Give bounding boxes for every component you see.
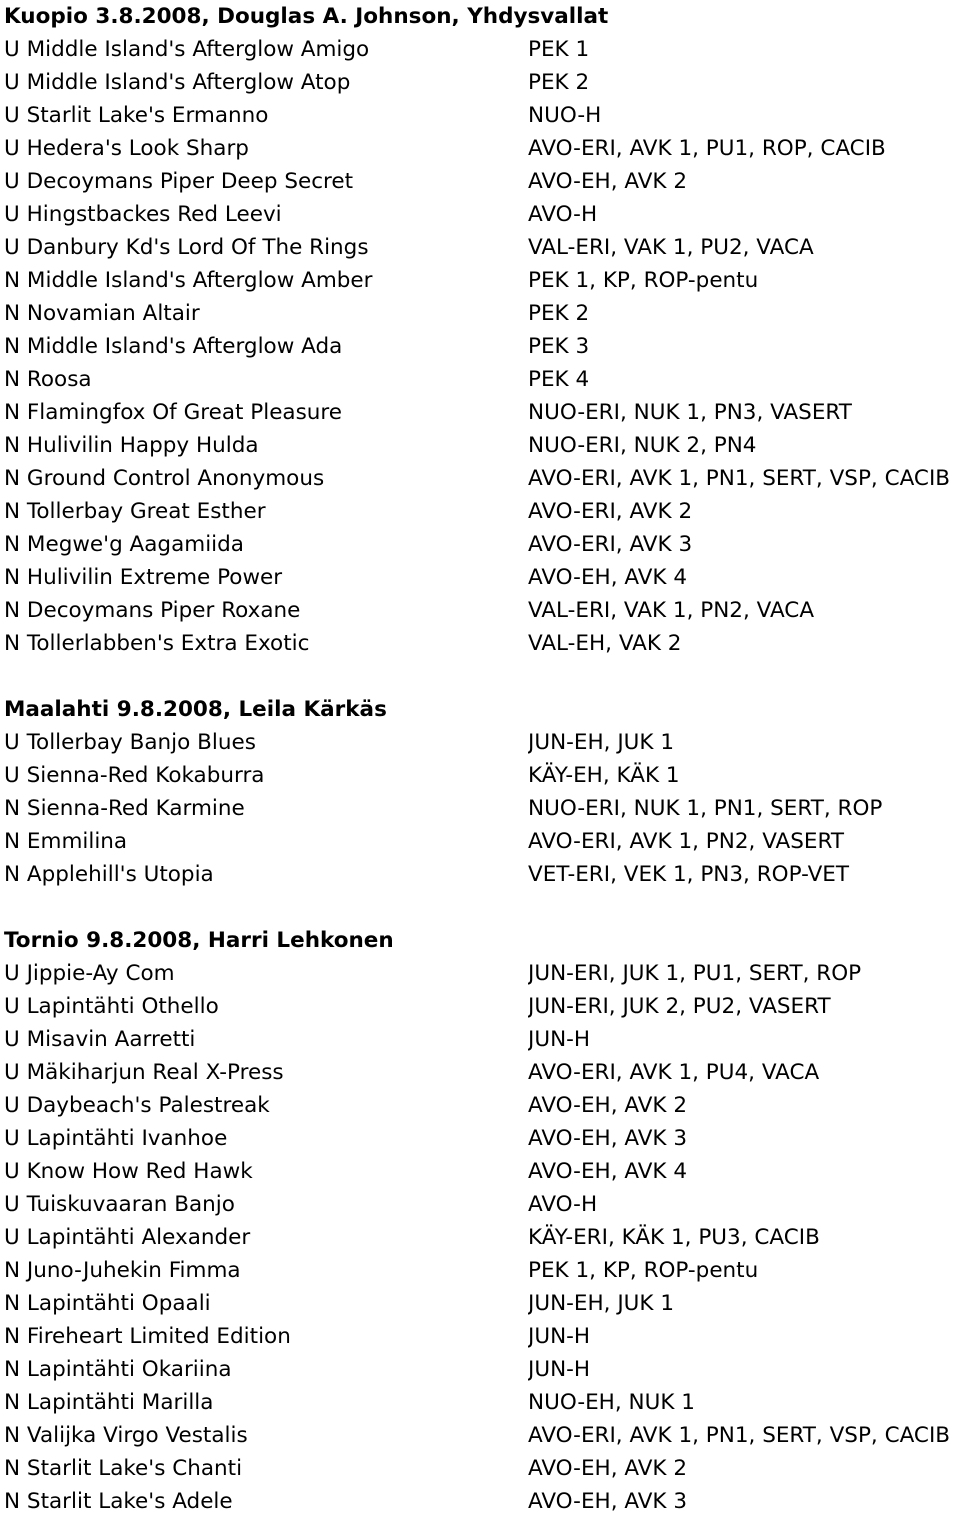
dog-result: JUN-ERI, JUK 1, PU1, SERT, ROP <box>528 961 862 986</box>
dog-result: AVO-H <box>528 1192 598 1217</box>
dog-result: NUO-EH, NUK 1 <box>528 1390 695 1415</box>
dog-name: U Daybeach's Palestreak <box>4 1093 270 1118</box>
dog-result: VAL-ERI, VAK 1, PU2, VACA <box>528 235 814 260</box>
result-row <box>0 990 960 1023</box>
dog-result: JUN-EH, JUK 1 <box>528 1291 675 1316</box>
dog-name: U Misavin Aarretti <box>4 1027 196 1052</box>
dog-result: NUO-ERI, NUK 2, PN4 <box>528 433 757 458</box>
result-row <box>0 1419 960 1452</box>
result-row <box>0 330 960 363</box>
dog-name: N Roosa <box>4 367 92 392</box>
result-row <box>0 1386 960 1419</box>
result-row <box>0 462 960 495</box>
dog-name: U Lapintähti Ivanhoe <box>4 1126 228 1151</box>
result-row <box>0 858 960 891</box>
section-spacer <box>0 891 960 924</box>
dog-name: N Hulivilin Extreme Power <box>4 565 283 590</box>
dog-result: PEK 4 <box>528 367 590 392</box>
dog-result: NUO-ERI, NUK 1, PN3, VASERT <box>528 400 852 425</box>
dog-result: NUO-ERI, NUK 1, PN1, SERT, ROP <box>528 796 883 821</box>
result-row <box>0 429 960 462</box>
dog-name: N Lapintähti Marilla <box>4 1390 214 1415</box>
dog-result: PEK 1 <box>528 37 590 62</box>
result-row <box>0 1353 960 1386</box>
dog-name: U Hedera's Look Sharp <box>4 136 249 161</box>
dog-name: N Lapintähti Okariina <box>4 1357 232 1382</box>
dog-name: U Know How Red Hawk <box>4 1159 253 1184</box>
dog-result: AVO-EH, AVK 2 <box>528 1093 688 1118</box>
dog-result: PEK 1, KP, ROP-pentu <box>528 268 759 293</box>
dog-result: JUN-H <box>528 1027 591 1052</box>
dog-name: N Flamingfox Of Great Pleasure <box>4 400 343 425</box>
result-row <box>0 1089 960 1122</box>
dog-result: JUN-ERI, JUK 2, PU2, VASERT <box>528 994 831 1019</box>
dog-result: AVO-ERI, AVK 3 <box>528 532 693 557</box>
dog-name: U Lapintähti Othello <box>4 994 219 1019</box>
dog-name: N Valijka Virgo Vestalis <box>4 1423 248 1448</box>
show-section <box>0 693 960 891</box>
result-row <box>0 1056 960 1089</box>
result-row <box>0 1188 960 1221</box>
show-section <box>0 924 960 1518</box>
show-section <box>0 0 960 660</box>
dog-name: N Tollerbay Great Esther <box>4 499 266 524</box>
dog-result: JUN-H <box>528 1357 591 1382</box>
dog-result: AVO-EH, AVK 3 <box>528 1126 688 1151</box>
dog-name: N Sienna-Red Karmine <box>4 796 245 821</box>
dog-result: VAL-EH, VAK 2 <box>528 631 682 656</box>
dog-name: N Fireheart Limited Edition <box>4 1324 291 1349</box>
dog-name: N Juno-Juhekin Fimma <box>4 1258 241 1283</box>
dog-result: AVO-EH, AVK 2 <box>528 169 688 194</box>
result-row <box>0 1320 960 1353</box>
dog-name: N Middle Island's Afterglow Amber <box>4 268 373 293</box>
dog-result: AVO-EH, AVK 3 <box>528 1489 688 1514</box>
dog-result: PEK 2 <box>528 70 590 95</box>
dog-result: PEK 3 <box>528 334 590 359</box>
result-row <box>0 561 960 594</box>
dog-name: N Decoymans Piper Roxane <box>4 598 301 623</box>
dog-name: U Tollerbay Banjo Blues <box>4 730 256 755</box>
dog-result: PEK 1, KP, ROP-pentu <box>528 1258 759 1283</box>
dog-result: AVO-ERI, AVK 2 <box>528 499 693 524</box>
result-row <box>0 165 960 198</box>
dog-result: AVO-EH, AVK 4 <box>528 1159 688 1184</box>
result-row <box>0 198 960 231</box>
result-row <box>0 132 960 165</box>
dog-name: U Jippie-Ay Com <box>4 961 175 986</box>
dog-name: N Middle Island's Afterglow Ada <box>4 334 343 359</box>
dog-result: VET-ERI, VEK 1, PN3, ROP-VET <box>528 862 849 887</box>
result-row <box>0 1485 960 1518</box>
dog-result: NUO-H <box>528 103 602 128</box>
result-row <box>0 1023 960 1056</box>
result-row <box>0 594 960 627</box>
result-row <box>0 495 960 528</box>
dog-name: N Megwe'g Aagamiida <box>4 532 244 557</box>
dog-result: KÄY-EH, KÄK 1 <box>528 763 680 788</box>
dog-result: AVO-EH, AVK 4 <box>528 565 688 590</box>
show-heading: Maalahti 9.8.2008, Leila Kärkäs <box>4 697 387 722</box>
dog-result: AVO-ERI, AVK 1, PU1, ROP, CACIB <box>528 136 886 161</box>
dog-result: KÄY-ERI, KÄK 1, PU3, CACIB <box>528 1225 820 1250</box>
dog-name: U Sienna-Red Kokaburra <box>4 763 265 788</box>
dog-result: JUN-H <box>528 1324 591 1349</box>
result-row <box>0 1287 960 1320</box>
show-heading: Kuopio 3.8.2008, Douglas A. Johnson, Yhdysvallat <box>4 4 609 29</box>
dog-name: N Lapintähti Opaali <box>4 1291 211 1316</box>
result-row <box>0 66 960 99</box>
result-row <box>0 726 960 759</box>
dog-result: AVO-H <box>528 202 598 227</box>
dog-name: N Emmilina <box>4 829 128 854</box>
result-row <box>0 396 960 429</box>
show-heading: Tornio 9.8.2008, Harri Lehkonen <box>4 928 394 953</box>
result-row <box>0 528 960 561</box>
dog-name: U Hingstbackes Red Leevi <box>4 202 282 227</box>
dog-name: N Tollerlabben's Extra Exotic <box>4 631 310 656</box>
result-row <box>0 264 960 297</box>
dog-result: PEK 2 <box>528 301 590 326</box>
dog-name: U Middle Island's Afterglow Amigo <box>4 37 370 62</box>
dog-result: AVO-EH, AVK 2 <box>528 1456 688 1481</box>
dog-result: AVO-ERI, AVK 1, PN1, SERT, VSP, CACIB <box>528 466 951 491</box>
result-row <box>0 363 960 396</box>
dog-name: N Novamian Altair <box>4 301 200 326</box>
result-row <box>0 1221 960 1254</box>
dog-result: AVO-ERI, AVK 1, PN2, VASERT <box>528 829 844 854</box>
result-row <box>0 1254 960 1287</box>
dog-name: U Middle Island's Afterglow Atop <box>4 70 351 95</box>
dog-result: VAL-ERI, VAK 1, PN2, VACA <box>528 598 815 623</box>
result-row <box>0 759 960 792</box>
result-row <box>0 792 960 825</box>
dog-name: U Tuiskuvaaran Banjo <box>4 1192 235 1217</box>
result-row <box>0 297 960 330</box>
result-row <box>0 1452 960 1485</box>
dog-name: N Starlit Lake's Adele <box>4 1489 233 1514</box>
result-row <box>0 1155 960 1188</box>
dog-result: AVO-ERI, AVK 1, PN1, SERT, VSP, CACIB <box>528 1423 951 1448</box>
result-row <box>0 825 960 858</box>
dog-name: N Hulivilin Happy Hulda <box>4 433 259 458</box>
result-row <box>0 99 960 132</box>
section-spacer <box>0 660 960 693</box>
result-row <box>0 231 960 264</box>
dog-name: N Starlit Lake's Chanti <box>4 1456 243 1481</box>
dog-result: AVO-ERI, AVK 1, PU4, VACA <box>528 1060 820 1085</box>
result-row <box>0 627 960 660</box>
dog-name: U Decoymans Piper Deep Secret <box>4 169 354 194</box>
dog-name: N Ground Control Anonymous <box>4 466 325 491</box>
dog-name: N Applehill's Utopia <box>4 862 214 887</box>
result-row <box>0 1122 960 1155</box>
dog-name: U Lapintähti Alexander <box>4 1225 251 1250</box>
dog-name: U Danbury Kd's Lord Of The Rings <box>4 235 369 260</box>
dog-result: JUN-EH, JUK 1 <box>528 730 675 755</box>
result-row <box>0 33 960 66</box>
dog-name: U Starlit Lake's Ermanno <box>4 103 269 128</box>
dog-name: U Mäkiharjun Real X-Press <box>4 1060 284 1085</box>
result-row <box>0 957 960 990</box>
